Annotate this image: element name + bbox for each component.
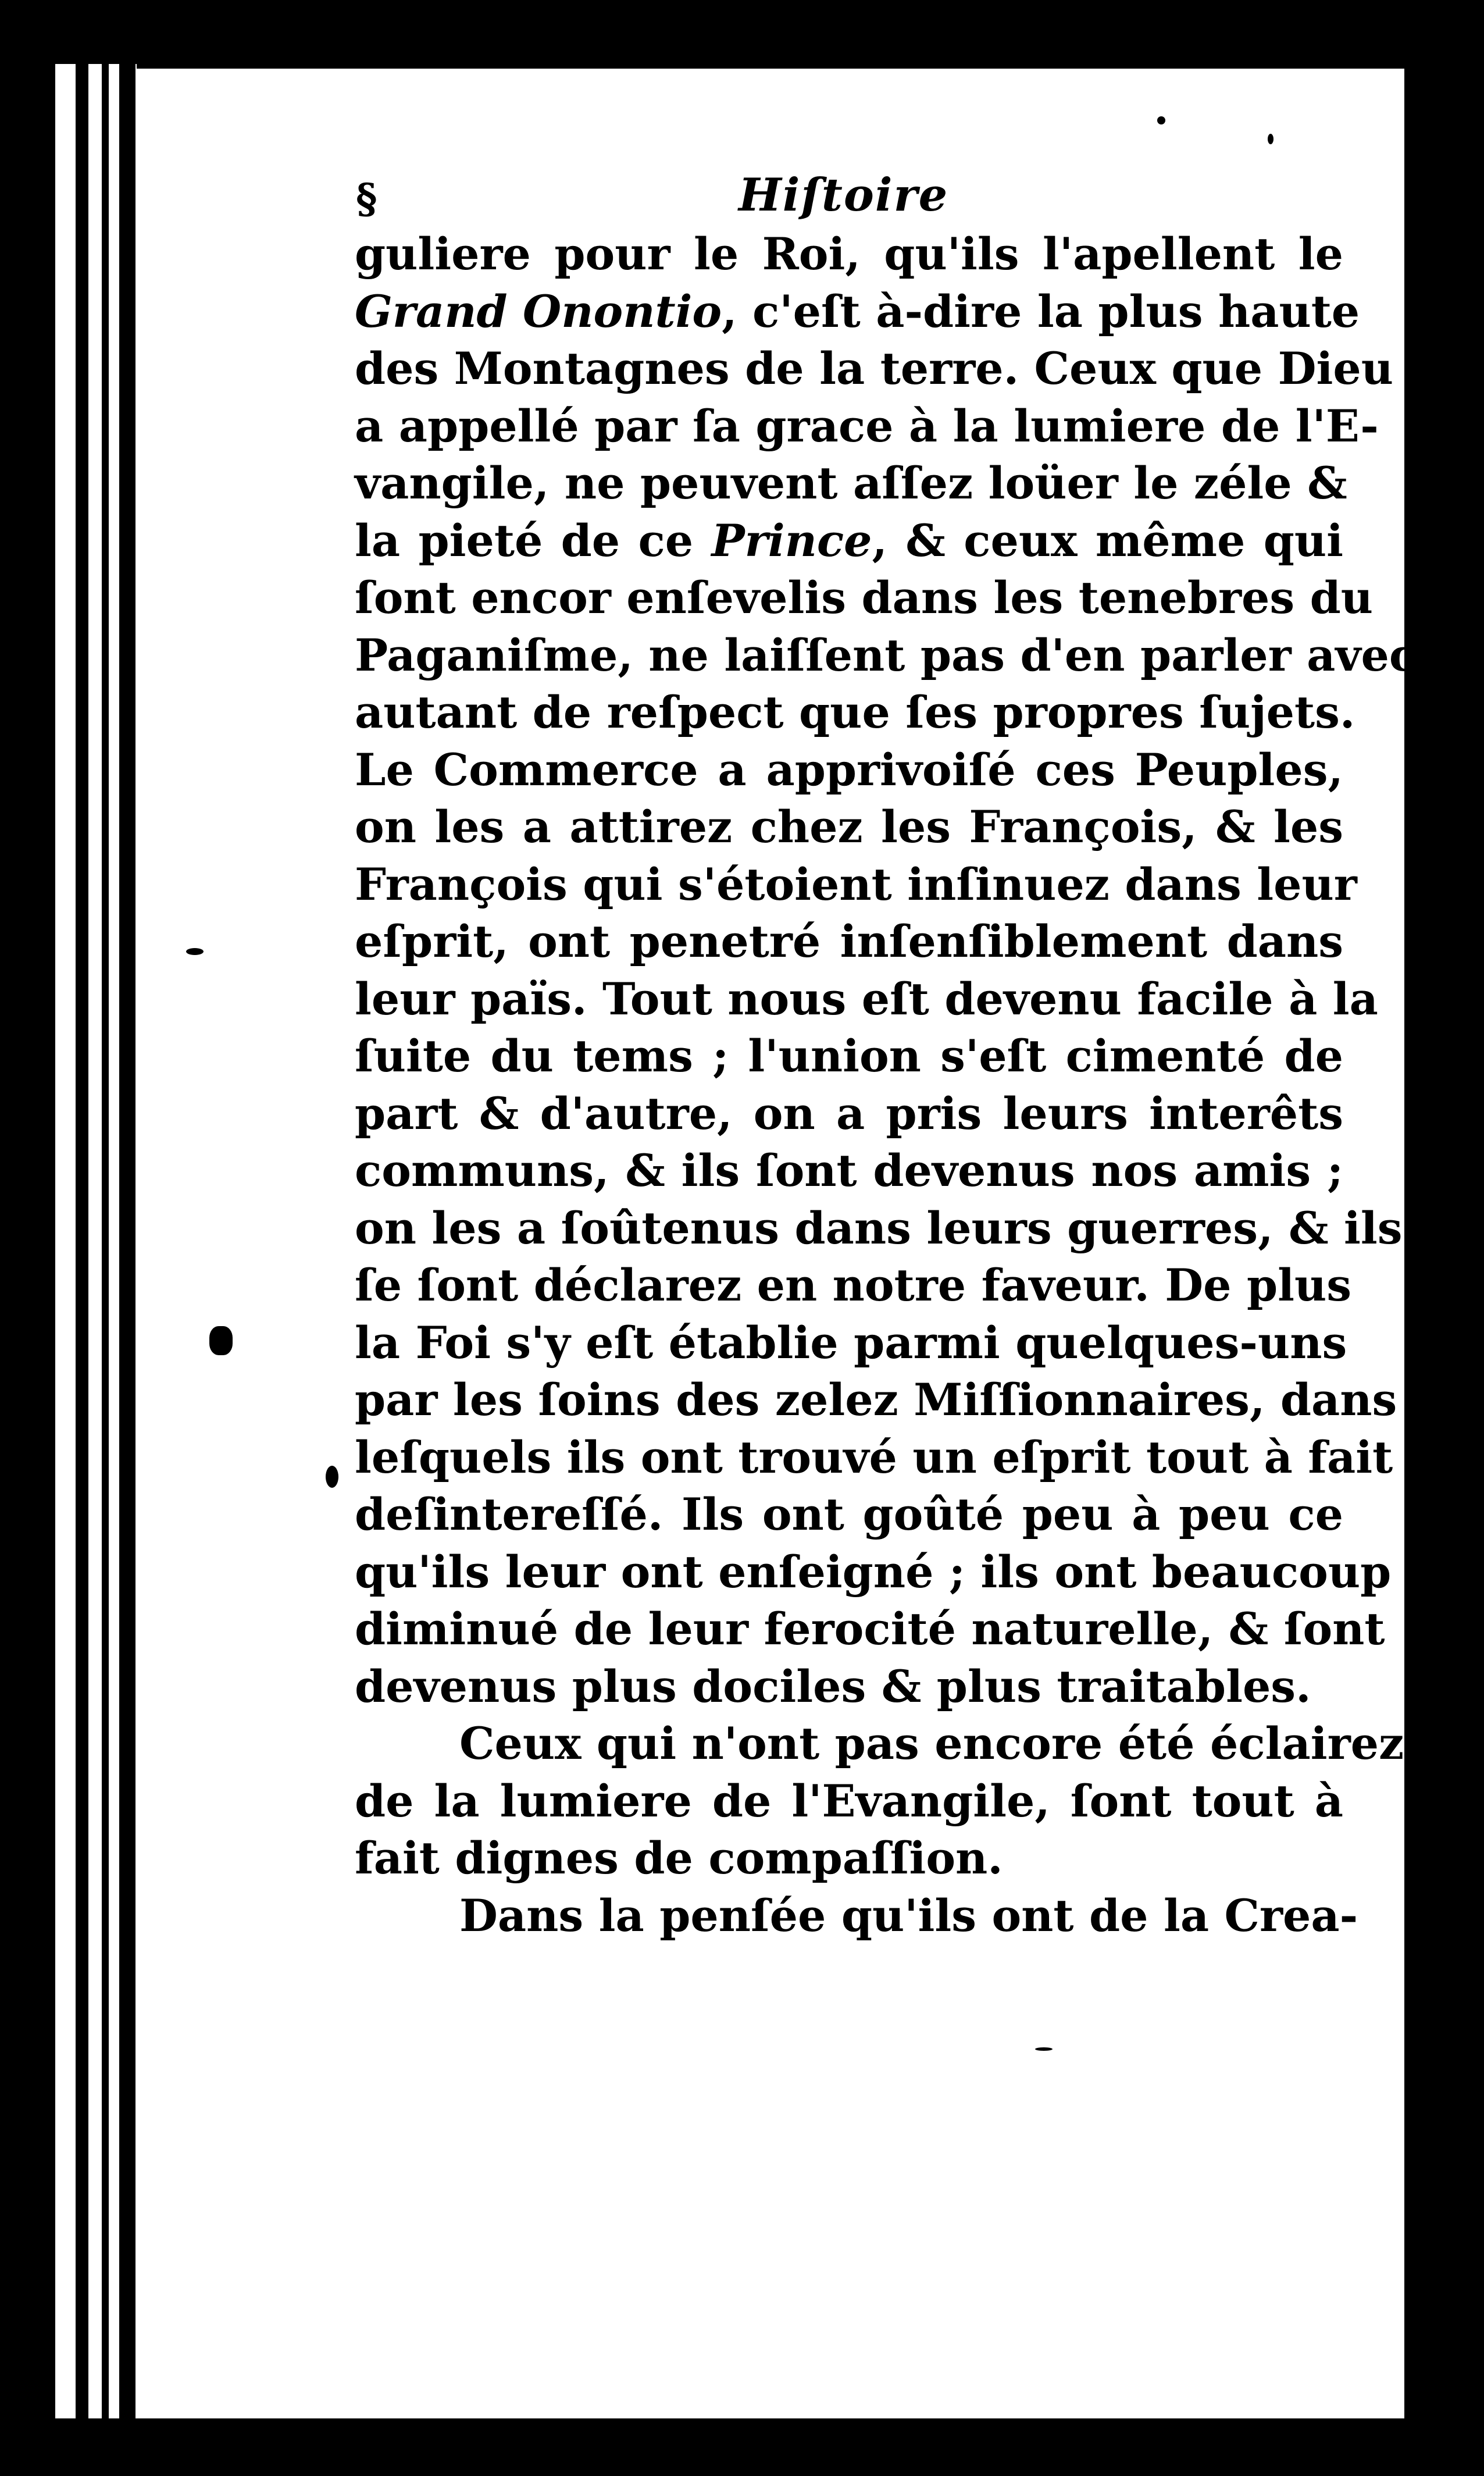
- text-line: [355, 1028, 1343, 1085]
- section-mark: §: [356, 174, 377, 223]
- text-line: [355, 971, 1378, 1028]
- running-head: Hiſtoire: [739, 169, 949, 222]
- text-line-segment: François qui s'étoient inſinuez dans leur: [355, 858, 1357, 910]
- text-line: [355, 1085, 1343, 1143]
- page-bottom-rule: [192, 2408, 1404, 2416]
- text-line-segment: leſquels ils ont trouvé un eſprit tout à fait: [355, 1431, 1393, 1483]
- scan-speck: [209, 1326, 233, 1355]
- text-line-segment: vangile, ne peuvent aſſez loüer le zéle &: [355, 457, 1347, 509]
- gutter-stripe: [119, 64, 135, 2425]
- text-line-segment: on les a ſoûtenus dans leurs guerres, & ils: [355, 1202, 1403, 1254]
- text-line: [355, 1429, 1393, 1487]
- text-line-segment: part & d'autre, on a pris leurs interêts: [355, 1087, 1343, 1139]
- scan-speck: [1268, 134, 1273, 144]
- text-line-segment: deſintereſſé. Ils ont goûté peu à peu ce: [355, 1488, 1343, 1540]
- text-line: [355, 1601, 1385, 1658]
- text-line-segment: Ceux qui n'ont pas encore été éclairez: [459, 1718, 1404, 1769]
- text-line-segment: guliere pour le Roi, qu'ils l'apellent le: [355, 228, 1343, 280]
- text-line: [355, 1544, 1392, 1601]
- text-line: [355, 684, 1355, 742]
- body-text: [355, 226, 1417, 1944]
- text-line: [355, 742, 1343, 799]
- text-line: [355, 1658, 1343, 1716]
- italic-segment: Prince: [711, 514, 872, 567]
- text-line: [355, 340, 1393, 398]
- text-line-segment: devenus plus dociles & plus traitables.: [355, 1660, 1311, 1712]
- text-line: [355, 1371, 1397, 1429]
- page-bottom-edge: [55, 2418, 1404, 2476]
- text-line-segment: on les a attirez chez les François, & les: [355, 801, 1343, 853]
- text-line: [355, 913, 1343, 971]
- text-line-segment: des Montagnes de la terre. Ceux que Dieu: [355, 343, 1393, 394]
- text-line-segment: diminué de leur ferocité naturelle, & ſont: [355, 1603, 1385, 1655]
- scan-speck: [326, 1466, 338, 1488]
- text-line-segment: Le Commerce a apprivoiſé ces Peuples,: [355, 743, 1343, 796]
- text-line: [355, 1257, 1352, 1314]
- text-line: [355, 1200, 1403, 1257]
- text-line: [355, 1142, 1343, 1200]
- text-line-segment: qu'ils leur ont enſeigné ; ils ont beaucoup: [355, 1545, 1392, 1598]
- text-line-segment: a appellé par ſa grace à la lumiere de l'E-: [355, 400, 1379, 452]
- text-line: [355, 512, 1343, 570]
- text-line: [355, 1486, 1343, 1544]
- text-line: [355, 799, 1343, 856]
- text-line: [355, 1773, 1343, 1830]
- page-right-edge: [1404, 69, 1484, 2476]
- text-line: [355, 1314, 1347, 1372]
- text-line-segment: la Foi s'y eſt établie parmi quelques-uns: [355, 1316, 1347, 1369]
- text-line: [355, 569, 1374, 627]
- text-line-segment: eſprit, ont penetré inſenſiblement dans: [355, 915, 1343, 967]
- text-line-segment: communs, & ils ſont devenus nos amis ;: [355, 1145, 1343, 1196]
- text-line-segment: autant de reſpect que ſes propres ſujets.: [355, 686, 1355, 738]
- text-line: [355, 226, 1343, 283]
- italic-segment: Grand Onontio: [355, 285, 722, 337]
- scan-speck: [1035, 2047, 1053, 2051]
- gutter-stripe: [76, 64, 88, 2425]
- gutter-stripe: [102, 64, 109, 2425]
- text-line-segment: la pieté de ce: [355, 514, 712, 567]
- text-line: [355, 283, 1360, 341]
- text-line-segment: ſont encor enſevelis dans les tenebres du: [355, 572, 1374, 624]
- text-line-segment: par les ſoins des zelez Miſſionnaires, dans: [355, 1374, 1397, 1426]
- text-line-segment: ſe ſont déclarez en notre faveur. De plus: [355, 1259, 1352, 1311]
- scan-speck: [1157, 116, 1165, 124]
- text-line: [355, 398, 1379, 455]
- text-line: [355, 1887, 1358, 1945]
- text-line: [355, 627, 1417, 685]
- text-line-segment: , c'eſt à-dire la plus haute: [722, 285, 1360, 337]
- text-line-segment: , & ceux même qui: [872, 514, 1343, 567]
- text-line: [355, 856, 1357, 914]
- text-line-segment: ſuite du tems ; l'union s'eſt cimenté de: [355, 1030, 1343, 1082]
- text-line-segment: Paganiſme, ne laiſſent pas d'en parler avec: [355, 629, 1417, 681]
- text-line: [355, 1830, 1343, 1887]
- text-line-segment: Dans la penſée qu'ils ont de la Crea-: [459, 1889, 1358, 1941]
- text-line-segment: de la lumiere de l'Evangile, ſont tout à: [355, 1775, 1343, 1827]
- text-line: [355, 455, 1347, 512]
- text-line: [355, 1715, 1404, 1773]
- text-line-segment: leur païs. Tout nous eſt devenu facile à la: [355, 972, 1378, 1025]
- scan-speck: [186, 948, 204, 955]
- text-line-segment: fait dignes de compaſſion.: [355, 1832, 1003, 1884]
